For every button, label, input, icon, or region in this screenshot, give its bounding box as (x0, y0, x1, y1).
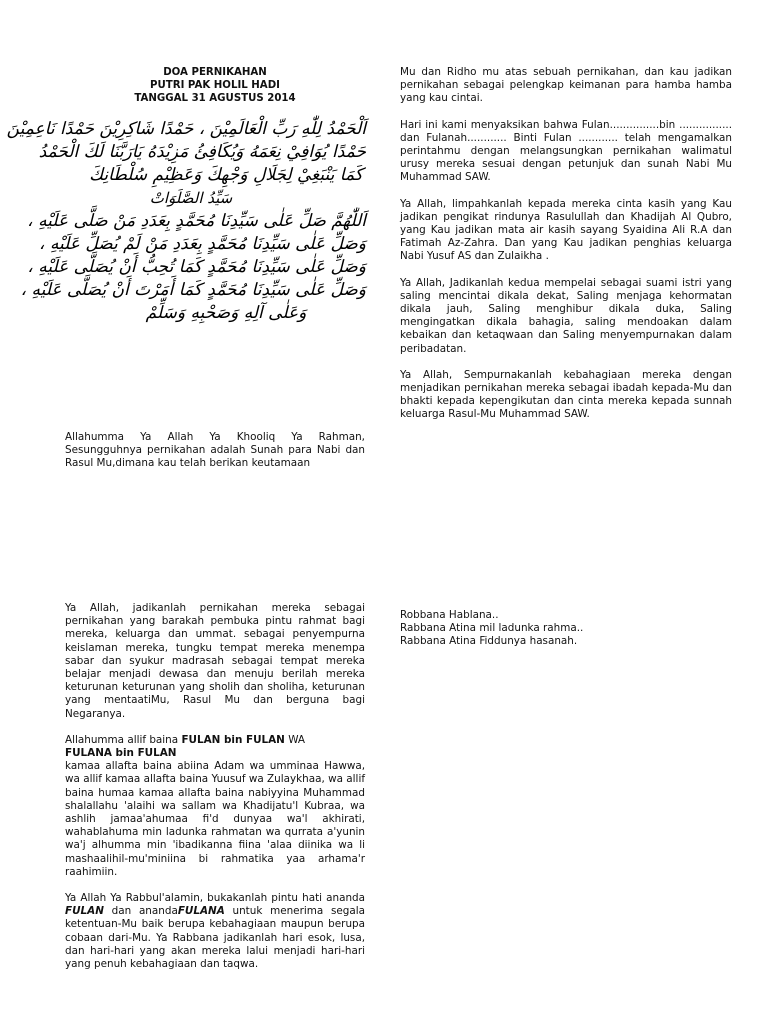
title-line-2: PUTRI PAK HOLIL HADI (150, 80, 280, 91)
rabbul-intro: Ya Allah Ya Rabbul'alamin, bukakanlah pintu hati ananda (65, 892, 365, 905)
arabic-heading: سَيِّدُ الصَّلَوَاتْ (149, 189, 233, 207)
arabic-line-6: وَصَلِّ عَلٰى سَيِّدِنَا مُحَمَّدٍ كَمَا تُحِبُّ أَنْ يُصَلَّى عَلَيْهِ ، (27, 257, 366, 277)
document-title (65, 66, 365, 105)
groom-name: FULAN bin FULAN (181, 733, 285, 746)
allif-body: kamaa allafta baina abiina Adam wa umminaa Hawwa, wa allif kamaa allafta baina Yuusuf wa Zulaykhaa, wa allif baina humaa kamaa allafta baina nabiyyina Muhammad shalallahu 'alaihi wa sallam wa Khadijatu'l Kubraa, wa ashlih jamaa'ahumaa fi'd dunyaa wa'l akhirati, wahablahuma min ladunka rahmatan wa qurrata a'yunin wa'j alhumma min 'ibadikanna fiina 'alaa diinika wa li mashaalihil-mu'miniina bi rahmatika yaa arhama'r raahimiin. (65, 760, 365, 878)
arabic-line-7: وَصَلِّ عَلٰى سَيِّدِنَا مُحَمَّدٍ كَمَا أَمَرْتَ أَنْ يُصَلَّى عَلَيْهِ ، (20, 280, 366, 300)
paragraph-kebahagiaan: Ya Allah, Sempurnakanlah kebahagiaan mereka dengan menjadikan pernikahan mereka sebagai ibadah kepada-Mu dan bhakti kepada kepengikutan dan cinta mereka kepada sunnah keluarga Rasul-Mu Muhammad SAW. (400, 368, 732, 421)
paragraph-witness: Hari ini kami menyaksikan bahwa Fulan...............bin ................ dan Fulanah............ Binti Fulan ............ telah mengamalkan perintahmu dengan melangsungkan pernikahan walimatul urusy mereka sesuai dengan petunjuk dan sunah Nabi Mu Muhammad SAW. (400, 118, 732, 184)
bride-name: FULANA bin FULAN (65, 747, 177, 760)
closing-line-1: Robbana Hablana.. (400, 609, 499, 621)
left-top-column (65, 431, 365, 484)
closing-line-3: Rabbana Atina Fiddunya hasanah. (400, 635, 578, 648)
paragraph-barakah: Ya Allah, jadikanlah pernikahan mereka sebagai pernikahan yang barakah pembuka pintu rahmat bagi mereka, keluarga dan ummat. sebagai penyempurna keislaman mereka, tungku tempat mereka menempa sabar dan syukur madrasah sebagai tempat mereka belajar menjadi dewasa dan menuju berilah mereka keturunan keturunan yang sholih dan sholiha, keturunan yang mentaatiMu, Rasul Mu dan berguna bagi Negaranya. (65, 602, 365, 720)
groom-name-italic: FULAN (65, 905, 104, 918)
title-line-1: DOA PERNIKAHAN (163, 67, 267, 78)
title-line-3: TANGGAL 31 AGUSTUS 2014 (134, 93, 296, 104)
arabic-line-5: وَصَلِّ عَلٰى سَيِّدِنَا مُحَمَّدٍ بِعَدَدِ مَنْ لَمْ يُصَلِّ عَلَيْهِ ، (39, 234, 366, 254)
arabic-line-3: كَمَا يَنْبَغِيْ لِجَلَالِ وَجْهِكَ وَعَظِيْمِ سُلْطَانِكَ (89, 165, 363, 185)
paragraph-suami-istri: Ya Allah, Jadikanlah kedua mempelai sebagai suami istri yang saling mencintai dikala dekat, Saling menjaga kehormatan dikala jauh, Saling menghibur dikala duka, Saling mengingatkan dikala bahagia, saling mendoakan dalam kebaikan dan ketaqwaan dan Saling menyempurnakan dalam peribadatan. (400, 276, 732, 355)
rabbul-body: untuk menerima segala ketentuan-Mu baik berupa kebahagiaan maupun berupa cobaan dari-Mu. Ya Rabbana jadikanlah hari esok, lusa, dan hari-hari yang akan mereka lalui menjadi hari-hari yang penuh kebahagiaan dan taqwa. (65, 905, 365, 971)
arabic-line-4: اَللّٰهُمَّ صَلِّ عَلٰى سَيِّدِنَا مُحَمَّدٍ بِعَدَدِ مَنْ صَلَّى عَلَيْهِ ، (27, 211, 366, 231)
arabic-line-2: حَمْدًا يُوَافِيْ نِعَمَهُ وَيُكَافِئُ مَزِيْدَهُ يَارَبَّنَا لَكَ الْحَمْدُ (38, 142, 366, 162)
right-bottom-column (400, 609, 732, 649)
allif-intro: Allahumma allif baina (65, 733, 179, 746)
bride-name-italic: FULANA (177, 905, 225, 918)
paragraph-rabbul-alamin (65, 892, 365, 971)
arabic-line-1: اَلْحَمْدُ لِلّٰهِ رَبِّ الْعَالَمِيْنَ ، حَمْدًا شَاكِرِيْنَ حَمْدًا نَاعِمِيْنَ (6, 119, 366, 139)
opening-paragraph: Allahumma Ya Allah Ya Khooliq Ya Rahman, Sesungguhnya pernikahan adalah Sunah para Nabi dan Rasul Mu,dimana kau telah berikan keutamaan (65, 431, 365, 470)
allif-wa: WA (288, 733, 306, 746)
closing-line-2: Rabbana Atina mil ladunka rahma.. (400, 622, 584, 635)
arabic-line-8: وَعَلٰى آلِهِ وَصَحْبِهِ وَسَلِّمْ (145, 303, 307, 323)
rabbul-ananda: dan ananda (111, 905, 178, 918)
paragraph-cinta-kasih: Ya Allah, limpahkanlah kepada mereka cinta kasih yang Kau jadikan pengikat rindunya Rasulullah dan Khadijah Al Qubro, yang Kau jadikan mata air kasih sayang Syaidina Ali R.A dan Fatimah Az-Zahra. Dan yang Kau jadikan penghias keluarga Nabi Yusuf AS dan Zulaikha . (400, 197, 732, 263)
arabic-prayer-block (6, 118, 366, 325)
right-top-column (400, 66, 732, 435)
left-bottom-column (65, 602, 365, 984)
paragraph-allahumma-allif (65, 734, 365, 879)
paragraph-ridho: Mu dan Ridho mu atas sebuah pernikahan, dan kau jadikan pernikahan sebagai pelengkap keimanan para hamba hamba yang kau cintai. (400, 66, 732, 105)
